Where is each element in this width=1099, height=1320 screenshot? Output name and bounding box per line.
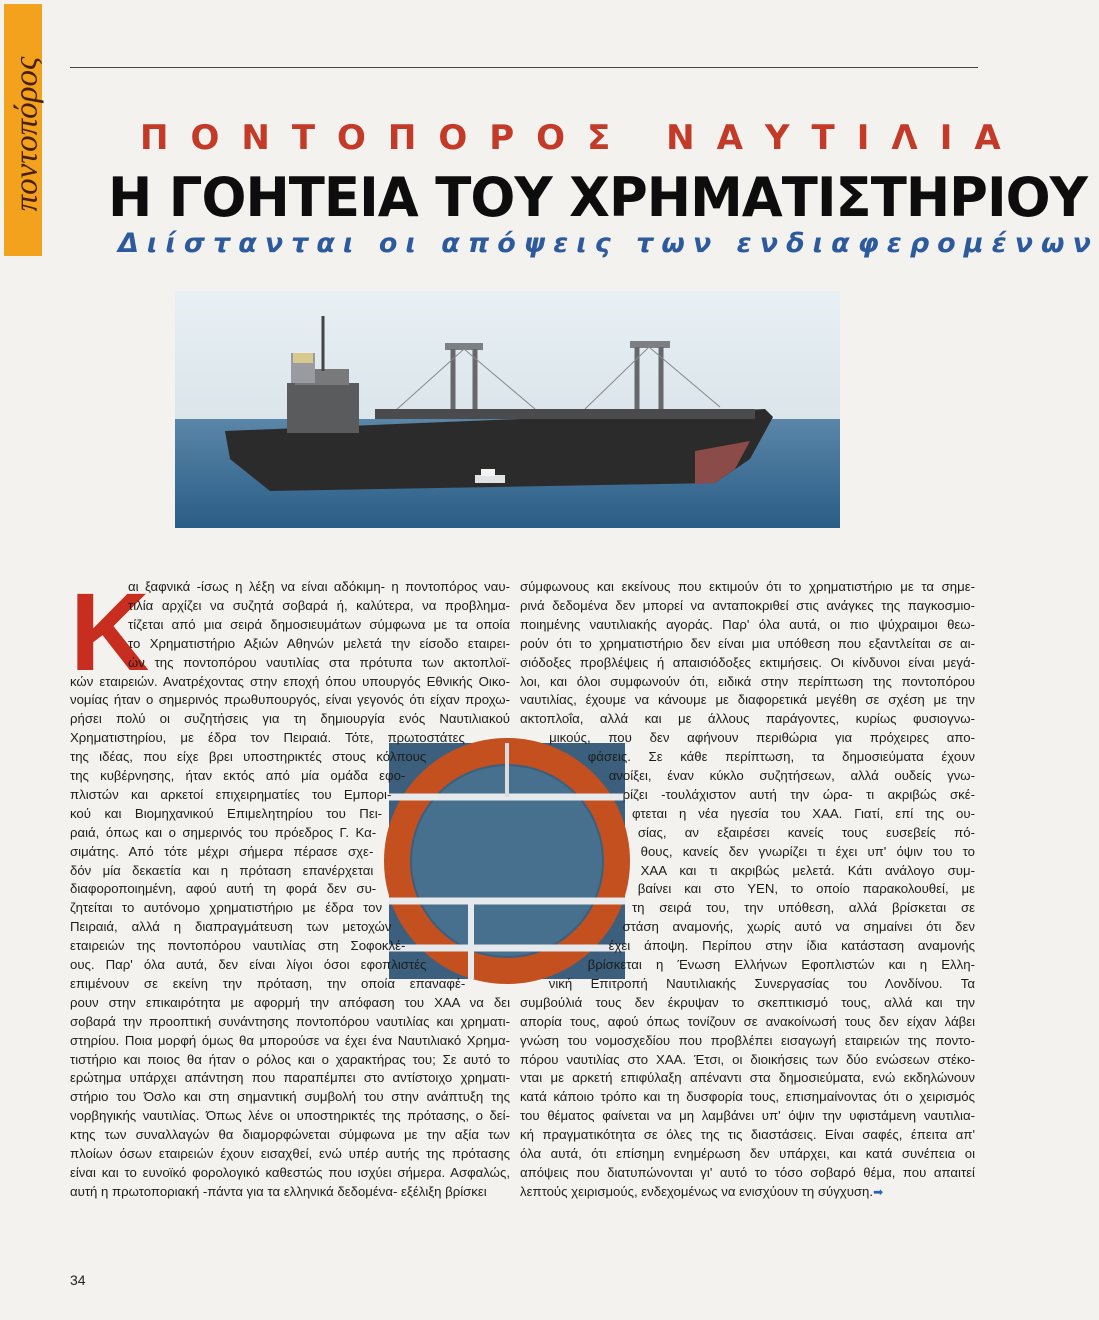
cargo-ship-illustration [175,291,840,528]
text-line: ποιημένης ναυτιλιακής αγοράς. Παρ' όλα αυτά, οι πιο ψύχραιμοι θεω- [520,616,975,632]
text-line: βαίνει και στο ΥΕΝ, το οποίο παρακολουθεί, με [637,881,975,897]
section-tab-label: ποντοπόρος [8,56,45,212]
text-line: απόψεις που διατυπώνονται γι' αυτό το τόσο σοβαρό θέμα, που απαιτεί [520,1164,975,1180]
text-line: το Χρηματιστήριο Αξιών Αθηνών μελετά την είσοδο εταιρει- [128,635,510,651]
text-line: κτης των συναλλαγών θα διαμορφώνεται σύμφωνα με την αξία των [70,1127,510,1143]
text-line: ους. Παρ' όλα αυτά, δεν είναι λίγοι όσοι εφοπλιστές [70,957,427,972]
text-line: ζητείται το αυτόνομο χρηματιστήριο με έδρα τον [70,900,383,916]
text-line: ακτοπλοΐα, αλλά και με άλλους παράγοντες, κυρίως φυσιογνω- [520,711,975,727]
text-line: ρουν στην επικαιρότητα με αφορμή την απόφαση του ΧΑΑ να δει [70,994,510,1010]
text-line: όλα αυτά, ότι επίσημη ενημέρωση δεν υπάρχει, και κατά συνέπεια οι [520,1146,975,1161]
text-line: έχει άποψη. Περίπου στην ίδια κατάσταση αναμονής [608,938,975,954]
text-line: σιμάτης. Από τότε μέχρι σήμερα πέρασε σχε- [70,843,374,859]
text-line: ραιά, όπως και ο σημερινός του πρόεδρος Γ. Κα- [70,824,377,840]
text-line: της ιδέας, που είχε βρει υποστηρικτές στους κόλπους [70,749,427,765]
text-line: σοβαρά την προοπτική συνάντησης ποντοπόρου ναυτιλίας και χρηματι- [70,1013,510,1029]
drop-cap: Κ [70,571,150,694]
text-line: λοι, και όλοι συμφωνούν ότι, ειδικά στην περίπτωση της ποντοπόρου [520,673,975,689]
text-line: κή πραγματικότητα σε όλες της τις διαστάσεις. Είναι σαφές, έπειτα απ' [520,1127,975,1143]
article-kicker: ΠΟΝΤΟΠΟΡΟΣ ΝΑΥΤΙΛΙΑ [140,118,1023,158]
article-subtitle: Διίστανται οι απόψεις των ενδιαφερομένων [118,228,1099,259]
text-line: ερώτημα υπάρχει απάντηση που παραπέμπει στο αντίστοιχο χρηματι- [70,1070,510,1086]
life-ring-illustration [389,743,625,979]
text-line: είναι και το ευνοϊκό φορολογικό καθεστώς που ισχύει σήμερα. Ασφαλώς, [70,1164,510,1180]
text-line: του θέματος φαίνεται να μη λαμβάνει υπ' όψιν την υφιστάμενη ναυτιλια- [520,1108,975,1124]
text-line: απορία τους, αφού όπως τονίζουν σε ανακοίνωσή τους δεν είχαν λάβει [520,1013,975,1029]
text-line: θους, κανείς δεν γνωρίζει τι έχει υπ' όψιν του το [640,843,975,859]
text-line: πλοίων όσων εταιρειών έχουν εισαχθεί, ενώ υπέρ αυτής της πρότασης [70,1146,510,1161]
text-line: μικούς, που δεν αφήνουν περιθώρια για πρόχειρες απο- [549,730,975,746]
text-line: κατά κάποιο τρόπο και τη δυσφορία τους, επισημαίνοντας ότι ο χειρισμός [520,1089,975,1105]
text-line: Χρηματιστηρίου, με έδρα τον Πειραιά. Τότε, πρωτοστάτες [70,730,465,746]
text-line: βρίσκεται η Ένωση Ελλήνων Εφοπλιστών και η Ελλη- [587,957,975,972]
text-line: τιλία αρχίζει να συζητά σοβαρά ή, καλύτερα, να προβλημα- [128,597,510,613]
text-line: διαφοροποιημένη, αφού αυτή τη φορά δεν συ- [70,881,377,897]
text-line: φάσεις. Σε κάθε περίπτωση, τα δημοσιεύματα έχουν [587,749,975,765]
text-line: σίας, αν εξαιρέσει κανείς τους ευσεβείς πό- [637,824,975,840]
text-line: κών εταιρειών. Ανατρέχοντας στην εποχή όπου υπουργός Εθνικής Οικο- [70,673,510,689]
text-line: επιμένουν σε εκείνη την πρόταση, την οποία επαναφέ- [70,975,466,991]
text-line: ών της ποντοπόρου ναυτιλίας στα πρότυπα των ακτοπλοϊ- [128,654,510,670]
text-line: φτεται η νέα ηγεσία του ΧΑΑ. Γιατί, επί της ου- [631,805,975,821]
text-line: νται με αρκετή επιφύλαξη απέναντι στα δημοσιεύματα, ενώ εκδηλώνουν [520,1070,975,1086]
text-line: αυτή η πρωτοποριακή -πάντα για τα ελληνικά δεδομένα- εξέλιξη βρίσκει [70,1183,487,1199]
text-line: ρινά δεδομένα δεν μπορεί να ανταποκριθεί στις ανάγκες της παγκοσμιο- [520,597,975,613]
text-line: νορβηγικής ναυτιλίας. Όπως λένε οι υποστηρικτές της πρότασης, ο δεί- [70,1108,510,1124]
text-line: τιστήριο και ποιος θα ήταν ο ρόλος και ο χαρακτήρας του; Σε αυτό το [70,1051,510,1067]
text-line: στηρίου. Ποια μορφή όμως θα μπορούσε να έχει ένα Ναυτιλιακό Χρημα- [70,1032,510,1048]
article-title: Η ΓΟΗΤΕΙΑ ΤΟΥ ΧΡΗΜΑΤΙΣΤΗΡΙΟΥ [108,166,1088,229]
text-line: κού και Βιομηχανικού Επιμελητηρίου του Πει- [70,805,383,821]
text-line: λεπτούς χειρισμούς, ενδεχομένως να ενισχύουν τη σύγχυση.➡ [520,1183,884,1199]
life-ring-photo [389,743,625,979]
text-line: πόρου ναυτιλίας στο ΧΑΑ. Έτσι, οι διοικήσεις των δύο ενώσεων στέκο- [520,1051,975,1067]
text-line: ρούν ότι το χρηματιστήριο δεν είναι μια υπόθεση που εξαντλείται σε αι- [520,635,975,651]
text-line: ρήσει πολύ οι συζητήσεις για τη δημιουργία ενός Ναυτιλιακού [70,711,510,727]
text-line: στήριο του Όσλο και στη σημαντική συμβολή του στην ανάπτυξη της [70,1089,510,1105]
text-line: στάση αναμονής, χωρίς αυτό να σημαίνει ότι δεν [622,919,975,935]
page-number: 34 [70,1272,86,1288]
text-line: συμβούλιά τους δεν έκρυψαν το σκεπτικισμό τους, αλλά και την [520,994,975,1010]
header-rule [70,67,978,68]
text-line: ΧΑΑ και τι ακριβώς μελετά. Κάτι ανάλογο συμ- [640,862,975,878]
text-line: της κυβέρνησης, ήταν εκτός από μία ομάδα εφο- [70,768,406,783]
section-tab [4,4,45,256]
text-line: νομίας ήταν ο σημερινός πρωθυπουργός, είναι γεγονός ότι είχαν προχω- [70,692,510,708]
text-line: νική Επιτροπή Ναυτιλιακής Συνεργασίας του Λονδίνου. Τα [548,975,975,991]
text-line: ναυτιλίας, έχουμε να κάνουμε με διαφορετικά μεγέθη σε σχέση με την [520,692,975,708]
cargo-ship-photo [175,291,840,528]
text-line: αι ξαφνικά -ίσως η λέξη να είναι αδόκιμη- η ποντοπόρος ναυ- [128,579,510,594]
text-line: σύμφωνους και εκείνους που εκτιμούν ότι το χρηματιστήριο με τα σημε- [520,579,975,594]
text-line: Πειραιά, αλλά η διαπραγμάτευση των μετοχών [70,919,392,935]
text-line: ανοίξει, έναν κύκλο συζητήσεων, αλλά ουδείς γνω- [608,768,975,783]
text-line: πλιστών και αρκετοί επιχειρηματίες του Εμπορι- [70,786,392,802]
text-line: τη σειρά του, την υπόθεση, αλλά βρίσκεται σε [631,900,975,916]
end-mark-icon: ➡ [873,1184,884,1199]
text-line: γνώση του νομοσχεδίου που προβλέπει εισαγωγή εταιρειών της ποντο- [520,1032,975,1048]
text-line: τίζεται από μια σειρά δημοσιευμάτων σύμφωνα με τα οποία [128,616,510,632]
text-line: εταιρειών της ποντοπόρου ναυτιλίας στη Σοφοκλέ- [70,938,406,954]
text-line: ρίζει -τουλάχιστον αυτή την ώρα- τι ακριβώς σκέ- [622,786,975,802]
text-line: σιόδοξες προβλέψεις ή απαισιόδοξες εκτιμήσεις. Οι κίνδυνοι είναι μεγά- [520,654,975,670]
text-line: δόν μία δεκαετία και η πρόταση επανέρχεται [70,862,374,878]
